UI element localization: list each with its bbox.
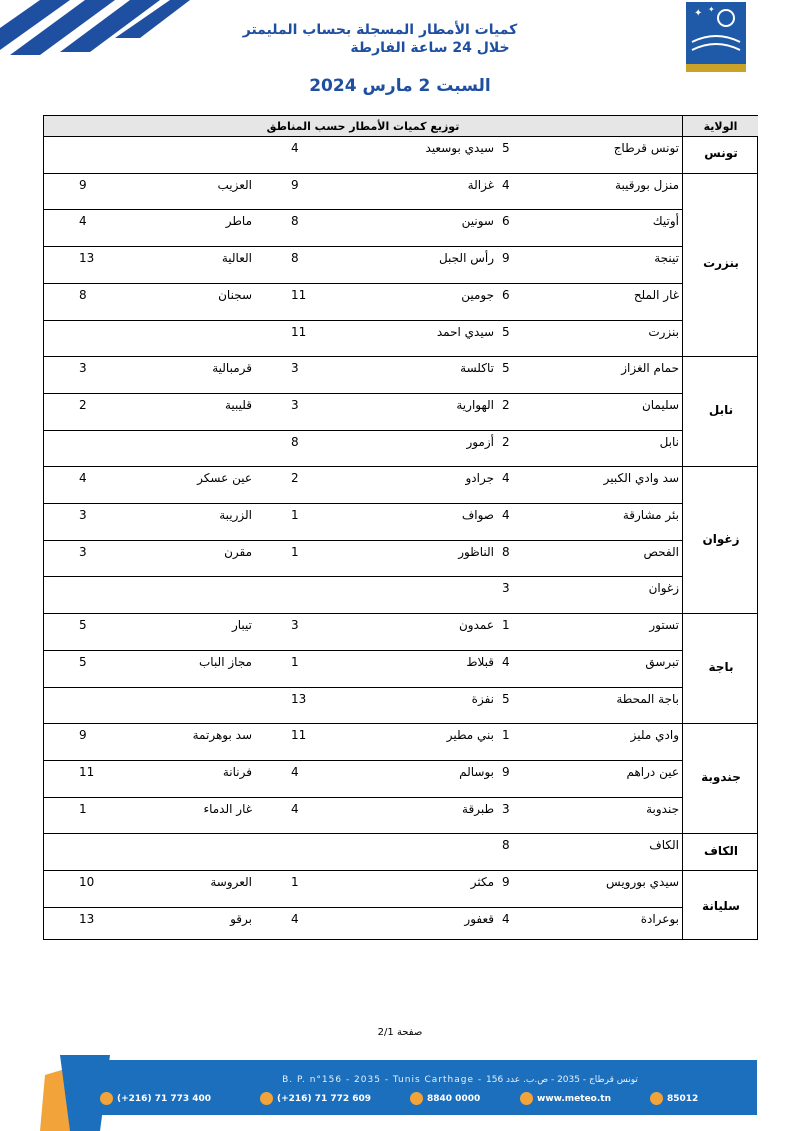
station-name: الكاف [649,838,679,853]
station-name: قعفور [464,911,494,926]
footer-bar [100,1060,757,1115]
svg-text:✦: ✦ [694,8,703,19]
rainfall-value: 5 [502,361,510,376]
footer-contact-item [650,1092,698,1105]
station-name: الفحص [643,544,679,559]
rainfall-value: 8 [291,434,299,449]
rainfall-value: 3 [502,581,510,596]
station-name: غزالة [467,177,494,192]
footer-contact-item [410,1092,480,1105]
station-name: غار الملح [633,287,679,302]
station-name: بني مطير [446,728,494,743]
row-separator [44,650,682,651]
station-name: جندوبة [646,801,679,816]
station-name: تينجة [654,251,679,266]
contact-text: www.meteo.tn [537,1094,611,1104]
institute-logo [686,2,746,72]
governorate-label: جندوبة [701,770,741,785]
station-name: عين دراهم [626,764,679,779]
station-name: الهوارية [456,397,494,412]
row-separator [44,540,682,541]
station-name: فرنانة [222,764,252,779]
rainfall-value: 10 [79,875,95,889]
rainfall-value: 11 [291,287,307,302]
contact-text: (+216) 71 772 609 [277,1094,372,1104]
station-name: تستور [649,618,679,633]
svg-text:✦: ✦ [708,5,715,14]
rainfall-value: 9 [502,251,510,266]
station-name: باجة المحطة [616,691,679,706]
station-name: برقو [230,911,252,926]
rainfall-value: 8 [79,287,87,302]
row-separator [44,246,682,247]
station-name: وادي مليز [630,728,679,743]
station-name: سد وادي الكبير [603,471,679,486]
governorate-label: الكاف [703,843,739,858]
column-divider [682,116,683,939]
rainfall-value: 13 [79,251,95,266]
rainfall-value: 3 [291,397,299,412]
rainfall-value: 9 [502,764,510,779]
row-separator [44,283,682,284]
rainfall-value: 4 [291,764,299,779]
station-name: غار الدماء [203,801,252,816]
rainfall-value: 4 [502,911,510,926]
station-name: طبرقة [462,801,494,816]
station-name: سيدي احمد [436,324,494,339]
station-name: عمدون [458,618,494,633]
rainfall-value: 5 [502,324,510,339]
row-separator [44,320,682,321]
contact-icon [100,1092,113,1105]
rainfall-value: 9 [79,728,87,743]
station-name: أزمور [466,434,494,449]
rainfall-value: 6 [502,287,510,302]
row-separator [44,209,682,210]
rainfall-value: 4 [291,141,299,155]
rainfall-value: 11 [79,764,95,779]
group-separator [44,613,757,614]
header-region: الولاية [683,116,758,137]
station-name: نفزة [471,691,494,706]
contact-icon [520,1092,533,1105]
governorate-label: بنزرت [703,256,739,271]
row-separator [44,797,682,798]
contact-text: (+216) 71 773 400 [117,1094,212,1104]
station-name: مجاز الباب [198,654,252,669]
footer-contact-item [260,1092,371,1105]
rainfall-value: 5 [502,691,510,706]
station-name: سليمان [641,397,679,412]
station-name: الزريبة [219,508,252,522]
rainfall-value: 9 [79,177,87,192]
rainfall-value: 8 [291,251,299,266]
station-name: عين عسكر [197,471,252,486]
rainfall-value: 3 [79,544,87,559]
rainfall-value: 4 [502,508,510,522]
rainfall-value: 8 [502,544,510,559]
station-name: سجنان [218,287,252,302]
station-name: ماطر [225,214,252,229]
rainfall-value: 3 [291,361,299,376]
rainfall-table [43,115,758,940]
rainfall-value: 4 [291,801,299,816]
rainfall-value: 5 [502,141,510,155]
title-line-1: كميات الأمطار المسجلة بحساب المليمتر [242,22,518,38]
station-name: مكثر [470,875,494,889]
group-separator [44,723,757,724]
rainfall-value: 13 [79,911,95,926]
group-separator [44,466,757,467]
rainfall-value: 2 [79,397,87,412]
station-name: سد بوهرتمة [192,728,252,743]
rainfall-value: 1 [291,508,299,522]
station-name: تاكلسة [460,361,494,376]
report-date: السبت 2 مارس 2024 [309,76,491,96]
page-number: صفحة 2/1 [377,1027,423,1038]
group-separator [44,173,757,174]
governorate-label: نابل [708,403,734,418]
group-separator [44,870,757,871]
station-name: جرادو [465,471,494,486]
row-separator [44,687,682,688]
rainfall-value: 5 [79,654,87,669]
rainfall-value: 1 [291,544,299,559]
station-name: سيدي بوسعيد [425,141,494,155]
station-name: منزل بورقيبة [615,177,679,192]
row-separator [44,907,682,908]
rainfall-value: 9 [502,875,510,889]
governorate-label: تونس [704,146,738,161]
rainfall-value: 1 [79,801,87,816]
rainfall-value: 3 [79,361,87,376]
rainfall-value: 9 [291,177,299,192]
group-separator [44,356,757,357]
rainfall-value: 1 [291,654,299,669]
rainfall-value: 2 [291,471,299,486]
rainfall-value: 4 [79,471,87,486]
station-name: قليبية [224,397,252,412]
governorate-label: باجة [708,660,734,675]
row-separator [44,430,682,431]
rainfall-value: 3 [502,801,510,816]
station-name: العزيب [217,177,252,192]
station-name: صواف [461,508,494,522]
contact-icon [260,1092,273,1105]
station-name: نابل [659,434,679,449]
station-name: قبلاط [466,654,494,669]
footer-address: B. P. n°156 - 2035 - Tunis Carthage - تونس قرطاج - 2035 - ص.ب. عدد 156 [282,1075,638,1085]
station-name: حمام الغزاز [621,361,679,376]
rainfall-value: 1 [502,728,510,743]
row-separator [44,576,682,577]
station-name: تونس قرطاج [613,141,679,155]
contact-icon [410,1092,423,1105]
footer-contact-item [520,1092,611,1105]
row-separator [44,503,682,504]
station-name: قرمبالية [212,361,252,376]
station-name: سيدي بورويس [606,875,679,889]
governorate-label: زغوان [702,531,740,546]
contact-text: 8840 0000 [427,1094,481,1104]
rainfall-value: 4 [502,177,510,192]
rainfall-value: 2 [502,397,510,412]
decorative-stripes [0,0,200,90]
station-name: رأس الجبل [438,251,494,266]
rainfall-value: 2 [502,434,510,449]
station-name: زغوان [648,581,679,596]
rainfall-value: 8 [291,214,299,229]
station-name: العروسة [210,875,252,889]
station-name: العالية [221,251,252,266]
rainfall-value: 4 [291,911,299,926]
contact-icon [650,1092,663,1105]
station-name: أوتيك [652,214,679,229]
station-name: الناظور [458,544,494,559]
governorate-label: سليانة [702,898,740,913]
rainfall-value: 1 [502,618,510,633]
row-separator [44,760,682,761]
rainfall-value: 13 [291,691,307,706]
station-name: تيبار [231,618,252,633]
rainfall-value: 1 [291,875,299,889]
rainfall-value: 4 [502,471,510,486]
station-name: بنزرت [648,324,679,339]
footer-contact-item [100,1092,211,1105]
rainfall-value: 4 [502,654,510,669]
rainfall-value: 3 [291,618,299,633]
row-separator [44,393,682,394]
station-name: بئر مشارقة [622,508,679,522]
rainfall-value: 11 [291,324,307,339]
station-name: مقرن [224,544,252,559]
rainfall-value: 8 [502,838,510,853]
rainfall-value: 5 [79,618,87,633]
station-name: تبرسق [645,654,679,669]
station-name: سونين [461,214,494,229]
rainfall-value: 3 [79,508,87,522]
rainfall-value: 11 [291,728,307,743]
header-distribution: توزيع كميات الأمطار حسب المناطق [44,116,682,137]
logo-caption-band [686,64,746,72]
rainfall-value: 4 [79,214,87,229]
station-name: جومين [461,287,494,302]
contact-text: 85012 [667,1094,699,1104]
title-line-2: خلال 24 ساعة الفارطة [350,40,510,56]
rainfall-value: 6 [502,214,510,229]
group-separator [44,833,757,834]
station-name: بوعرادة [640,911,679,926]
station-name: بوسالم [459,764,494,779]
